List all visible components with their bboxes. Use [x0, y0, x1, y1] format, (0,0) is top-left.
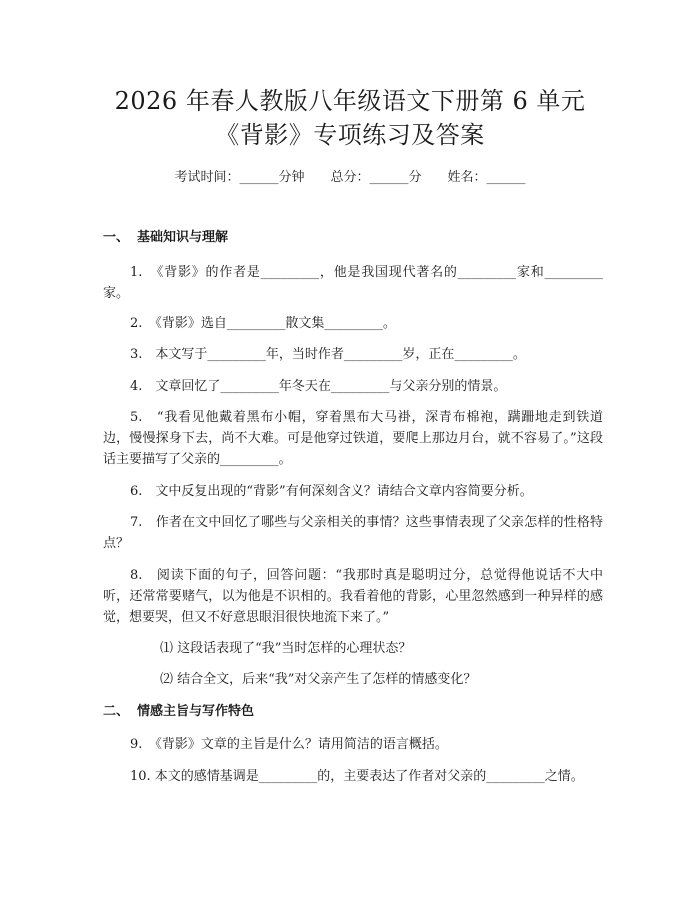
exam-time-field: 考试时间：______分钟 [174, 170, 305, 185]
section-title: 情感主旨与写作特色 [137, 704, 255, 719]
section-number: 二、 [103, 704, 130, 719]
question-6: 6. 文中反复出现的“背影”有何深刻含义？请结合文章内容简要分析。 [130, 484, 533, 499]
question-3: 3. 本文写于_________年，当时作者_________岁，正在_________。 [130, 347, 526, 362]
section-title: 基础知识与理解 [137, 230, 229, 245]
question-4: 4. 文章回忆了_________年冬天在_________与父亲分别的情景。 [130, 379, 507, 394]
section-heading-2 [103, 702, 254, 722]
question-10: 10. 本文的感情基调是_________的，主要表达了作者对父亲的_________之情。 [130, 769, 584, 784]
question-8: 8. 阅读下面的句子，回答问题：“我那时真是聪明过分，总觉得他说话不大中听，还常常要赌气，以为他是不识相的。我看着他的背影，心里忽然感到一种异样的感觉，想要哭，但又不好意思眼泪很快地流下来了。” [103, 568, 603, 625]
question-8-sub-2: ⑵ 结合全文，后来“我”对父亲产生了怎样的情感变化？ [160, 672, 477, 687]
question-9: 9. 《背影》文章的主旨是什么？请用简洁的语言概括。 [130, 737, 448, 752]
question-8-sub-1: ⑴ 这段话表现了“我”当时怎样的心理状态？ [160, 641, 412, 656]
exam-info-row [0, 168, 700, 188]
question-1: 1. 《背影》的作者是_________，他是我国现代著名的_________家和_________家。 [103, 265, 603, 301]
section-heading-1 [103, 228, 228, 248]
document-title-line2: 《背影》专项练习及答案 [215, 121, 485, 149]
total-score-field: 总分：______分 [330, 170, 422, 185]
name-field: 姓名：______ [447, 170, 526, 185]
question-5: 5. “我看见他戴着黑布小帽，穿着黑布大马褂，深青布棉袍，蹒跚地走到铁道边，慢慢探身下去，尚不大难。可是他穿过铁道，要爬上那边月台，就不容易了。”这段话主要描写了父亲的_________。 [103, 410, 603, 467]
document-title-line1: 2026 年春人教版八年级语文下册第 6 单元 [114, 87, 586, 115]
question-7: 7. 作者在文中回忆了哪些与父亲相关的事情？这些事情表现了父亲怎样的性格特点？ [103, 515, 603, 551]
question-2: 2. 《背影》选自_________散文集_________。 [130, 316, 396, 331]
section-number: 一、 [103, 230, 130, 245]
